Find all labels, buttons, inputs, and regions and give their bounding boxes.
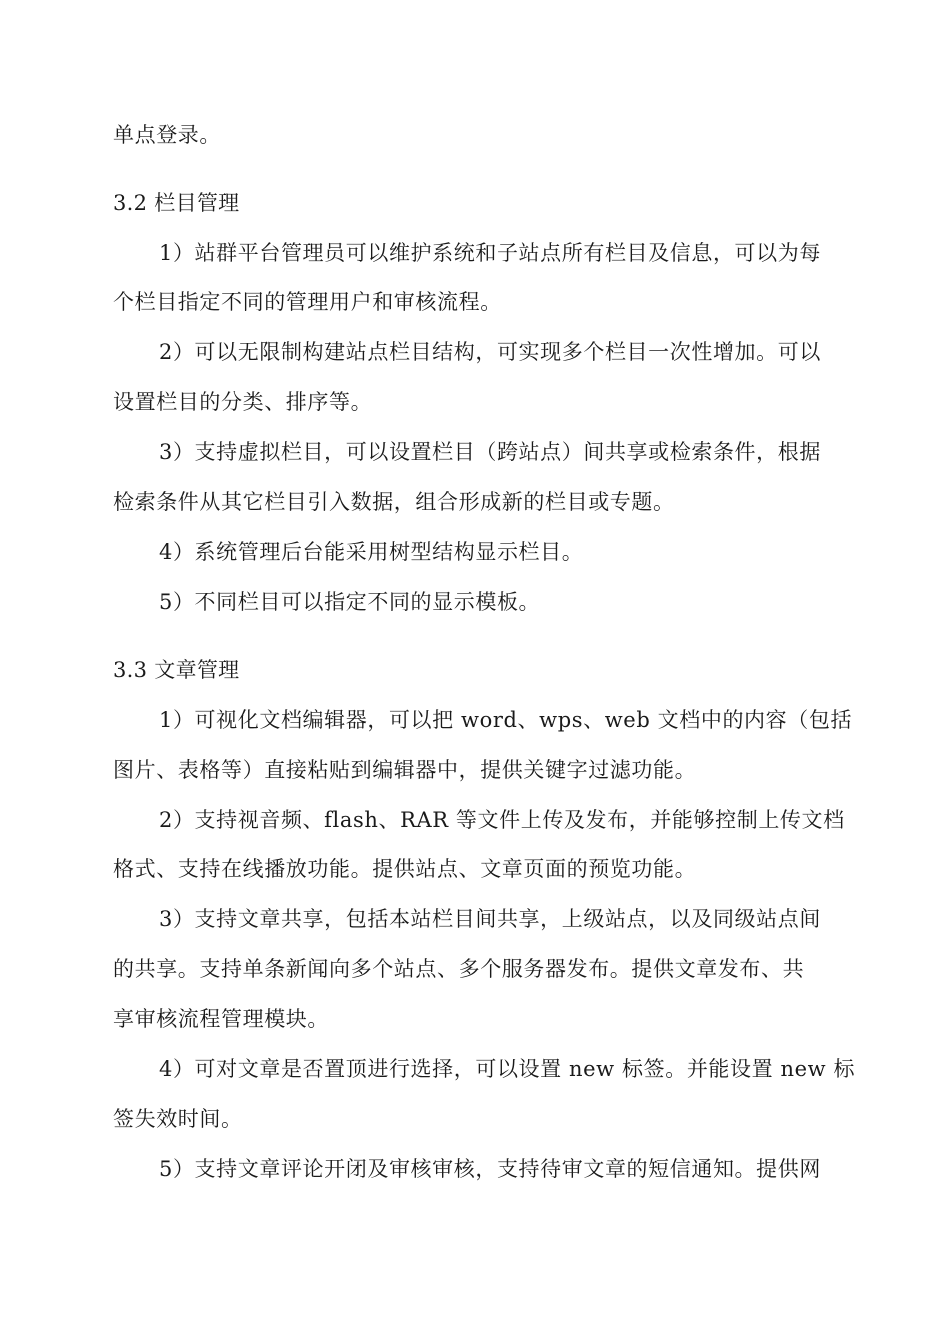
paragraph-3-2-1-line-1: 1）站群平台管理员可以维护系统和子站点所有栏目及信息，可以为每 — [159, 241, 821, 265]
paragraph-3-2-1-line-2: 个栏目指定不同的管理用户和审核流程。 — [113, 290, 502, 314]
paragraph-3-3-2-line-2: 格式、支持在线播放功能。提供站点、文章页面的预览功能。 — [113, 857, 697, 881]
paragraph-3-3-3-line-1: 3）支持文章共享，包括本站栏目间共享，上级站点，以及同级站点间 — [159, 907, 821, 931]
section-heading-3-2: 3.2 栏目管理 — [113, 191, 240, 215]
section-heading-3-3: 3.3 文章管理 — [113, 658, 240, 682]
paragraph-3-3-1-line-2: 图片、表格等）直接粘贴到编辑器中，提供关键字过滤功能。 — [113, 758, 697, 782]
intro-tail-text: 单点登录。 — [113, 123, 221, 147]
paragraph-3-3-2-line-1: 2）支持视音频、flash、RAR 等文件上传及发布，并能够控制上传文档 — [159, 808, 845, 832]
paragraph-3-3-4-line-1: 4）可对文章是否置顶进行选择，可以设置 new 标签。并能设置 new 标 — [159, 1057, 856, 1081]
paragraph-3-3-4-line-2: 签失效时间。 — [113, 1107, 243, 1131]
paragraph-3-2-4-line-1: 4）系统管理后台能采用树型结构显示栏目。 — [159, 540, 584, 564]
paragraph-3-3-3-line-3: 享审核流程管理模块。 — [113, 1007, 329, 1031]
paragraph-3-2-3-line-2: 检索条件从其它栏目引入数据，组合形成新的栏目或专题。 — [113, 490, 675, 514]
paragraph-3-2-5-line-1: 5）不同栏目可以指定不同的显示模板。 — [159, 590, 541, 614]
paragraph-3-3-5-line-1: 5）支持文章评论开闭及审核审核，支持待审文章的短信通知。提供网 — [159, 1157, 821, 1181]
paragraph-3-3-3-line-2: 的共享。支持单条新闻向多个站点、多个服务器发布。提供文章发布、共 — [113, 957, 805, 981]
paragraph-3-2-3-line-1: 3）支持虚拟栏目，可以设置栏目（跨站点）间共享或检索条件，根据 — [159, 440, 821, 464]
paragraph-3-3-1-line-1: 1）可视化文档编辑器，可以把 word、wps、web 文档中的内容（包括 — [159, 708, 853, 732]
paragraph-3-2-2-line-2: 设置栏目的分类、排序等。 — [113, 390, 373, 414]
paragraph-3-2-2-line-1: 2）可以无限制构建站点栏目结构，可实现多个栏目一次性增加。可以 — [159, 340, 821, 364]
